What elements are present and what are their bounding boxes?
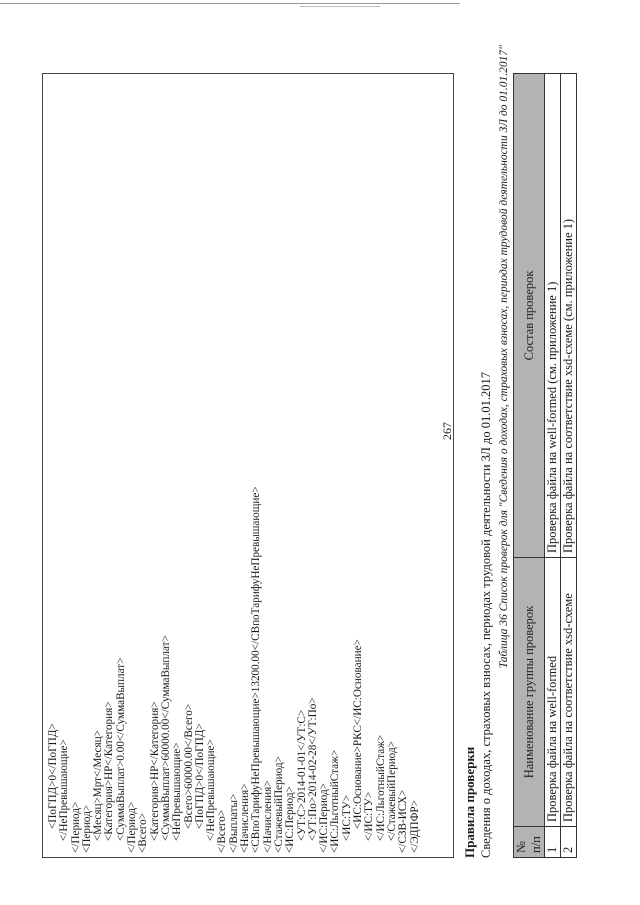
- xml-code-line: <Всего>: [137, 812, 150, 853]
- xml-code-line: <ИС:Период>: [284, 786, 297, 853]
- xml-code-line: </ИС:ТУ>: [363, 791, 376, 841]
- table-caption: Таблица 36 Список проверок для "Сведения о доходах, страховых взносах, периодах трудовой деятельности ЗЛ до 01.01.2017": [498, 45, 510, 669]
- section-title: Правила проверки: [462, 746, 477, 858]
- xml-code-line: <ПоГПД>0</ПоГПД>: [193, 723, 206, 829]
- xml-code-line: </ИС:Период>: [318, 783, 331, 853]
- xml-code-line: </СтажевыйПериод>: [385, 741, 398, 841]
- row-group: Проверка файла на соответствие xsd-схеме: [561, 558, 577, 827]
- xml-code-line: <УТ:По>2014-02-28</УТ:По>: [306, 697, 319, 841]
- xml-code-line: <УТ:С>2014-01-01</УТ:С>: [295, 709, 308, 841]
- row-content: Проверка файла на соответствие xsd-схеме (см. приложение 1): [561, 74, 577, 558]
- table-row: [545, 74, 561, 858]
- table-header-row: [514, 74, 545, 858]
- row-content: Проверка файла на well-formed (см. приложение 1): [545, 74, 561, 558]
- xml-code-line: </ЭДПФР>: [408, 800, 421, 853]
- xml-code-line: </Начисления>: [261, 780, 274, 853]
- xml-code-line: <Месяц>Мрт</Месяц>: [92, 730, 105, 841]
- table-row: [561, 74, 577, 858]
- row-num: 1: [545, 827, 561, 858]
- xml-code-line: <Всего>60000.00</Всего>: [182, 703, 195, 829]
- xml-code-line: </НеПревышающие>: [205, 739, 218, 841]
- row-group: Проверка файла на well-formed: [545, 558, 561, 827]
- header-group: Наименование группы проверок: [514, 558, 545, 827]
- xml-code-line: </Период>: [69, 801, 82, 853]
- xml-code-line: <НеПревышающие>: [171, 742, 184, 841]
- xml-code-line: <СВпоТарифуНеПревышающие>13200.00</СВпоТарифуНеПревышающие>: [250, 486, 263, 853]
- header-num: № п/п: [514, 827, 545, 858]
- xml-code-line: <СуммаВыплат>0.00</СуммаВыплат>: [114, 657, 127, 841]
- xml-code-line: </ИС:ЛьготныйСтаж>: [374, 734, 387, 841]
- page-number: 267: [440, 422, 454, 440]
- xml-code-line: <СуммаВыплат>60000.00</СуммаВыплат>: [159, 635, 172, 841]
- xml-code-line: </Всего>: [216, 809, 229, 853]
- xml-code-line: <Категория>НР</Категория>: [103, 701, 116, 841]
- xml-code-line: <Период>: [80, 804, 93, 853]
- xml-code-line: <Начисления>: [239, 783, 252, 853]
- xml-code-line: </Выплаты>: [227, 793, 240, 853]
- xml-code-line: <Категория>НР</Категория>: [148, 701, 161, 841]
- xml-code-line: <ПоГПД>0</ПоГПД>: [47, 723, 59, 829]
- section-subtitle: Сведения о доходах, страховых взносах, периодах трудовой деятельности ЗЛ до 01.01.2017: [479, 372, 493, 858]
- xml-code-line: <СтажевыйПериод>: [272, 756, 285, 853]
- xml-code-line: </СЗВ-ИСХ>: [397, 789, 410, 853]
- row-num: 2: [561, 827, 577, 858]
- xml-code-line: </Период>: [126, 801, 139, 853]
- xml-code-line: <ИС:Основание>РКС</ИС:Основание>: [352, 639, 365, 829]
- xml-code-line: <ИС:ТУ>: [340, 794, 353, 841]
- xml-code-line: <ИС:ЛьготныйСтаж>: [329, 749, 342, 853]
- xml-code-frame: [42, 73, 454, 858]
- xml-code-lines: [48, 486, 421, 857]
- header-content: Состав проверок: [514, 74, 545, 558]
- xml-code-line: </НеПревышающие>: [58, 739, 71, 841]
- checks-table: [513, 73, 577, 858]
